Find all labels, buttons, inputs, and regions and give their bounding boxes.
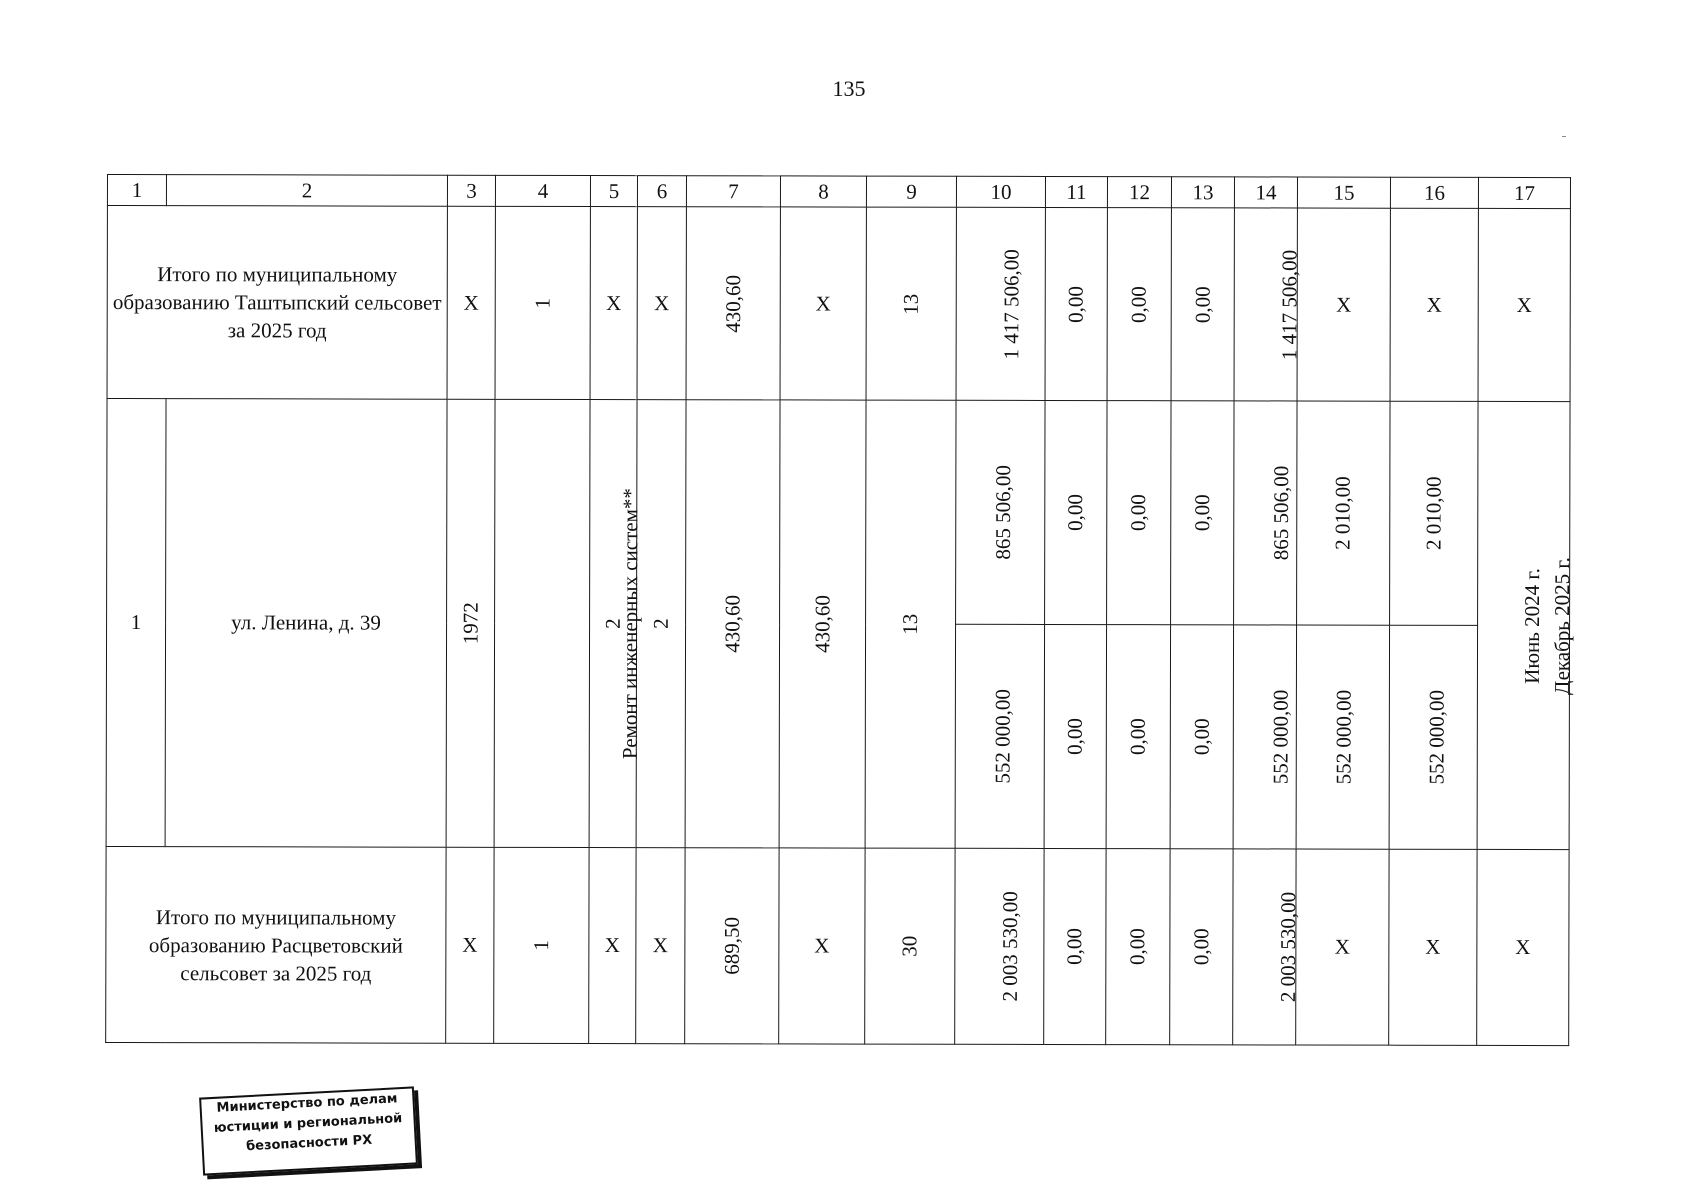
- col-header: 6: [637, 176, 686, 207]
- scan-speck: [1562, 136, 1566, 137]
- cell: Х: [1389, 849, 1477, 1045]
- cell-text: 552 000,00: [990, 689, 1015, 784]
- cell: [494, 399, 643, 847]
- cell: Х: [1296, 849, 1389, 1045]
- cell: [956, 400, 1045, 624]
- cell: [1170, 625, 1233, 849]
- col-header: 5: [590, 176, 637, 207]
- total-row-rastsvet: [106, 846, 1569, 1045]
- cell: Х: [590, 207, 637, 400]
- col-header: 12: [1107, 177, 1171, 208]
- cell-text: 1: [530, 297, 555, 309]
- cell-text: 1972: [458, 602, 483, 645]
- col-header: 11: [1045, 176, 1107, 207]
- cell: [1106, 625, 1170, 849]
- period-start: Июнь 2024 г.: [1519, 567, 1545, 684]
- page-number: 135: [832, 76, 866, 101]
- period-end: Декабрь 2025 г.: [1549, 556, 1575, 695]
- stamp-line: Министерство по делам: [216, 1091, 398, 1116]
- total-label: Итого по муниципальному образованию Таштыпский сельсовет за 2025 год: [107, 206, 447, 400]
- col-header: 2: [166, 175, 447, 207]
- cell: [446, 399, 495, 847]
- cell-text: 2 010,00: [1421, 476, 1446, 551]
- cell-text: 865 506,00: [990, 465, 1016, 560]
- cell-text: 552 000,00: [1424, 690, 1449, 785]
- program-table: [105, 174, 1575, 1046]
- col-header: 17: [1478, 177, 1570, 208]
- cell: Х: [446, 847, 494, 1043]
- cell-text: 2 003 530,00: [997, 891, 1023, 1002]
- cell-text: 0,00: [1063, 285, 1088, 323]
- cell-text: 430,60: [719, 594, 745, 653]
- cell-text: 2 003 530,00: [1275, 891, 1301, 1003]
- col-header: 7: [686, 176, 780, 207]
- col-header: 3: [447, 175, 495, 206]
- cell: [866, 207, 956, 400]
- cell-text: 0,00: [1126, 285, 1151, 323]
- cell-text: 0,00: [1062, 928, 1087, 965]
- cell: [955, 848, 1044, 1044]
- cell: [1233, 625, 1296, 849]
- cell: [686, 207, 780, 400]
- cell: Х: [589, 848, 636, 1044]
- cell-text: 1 417 506,00: [999, 248, 1024, 360]
- stamp-line: юстиции и региональной: [213, 1111, 403, 1136]
- cell-text: 0,00: [1126, 494, 1151, 532]
- cell: [1389, 625, 1477, 849]
- cell-text: 30: [897, 935, 922, 957]
- col-header: 10: [956, 176, 1045, 207]
- cell: Х: [1297, 208, 1390, 401]
- cell: Х: [637, 207, 686, 400]
- col-header: 1: [107, 175, 166, 206]
- cell: [1296, 625, 1389, 849]
- cell-text: 0,00: [1063, 494, 1088, 531]
- cell-text: 0,00: [1125, 928, 1150, 966]
- stamp-line: безопасности РХ: [245, 1132, 373, 1155]
- cell: [1044, 848, 1106, 1044]
- cell: [494, 847, 589, 1043]
- cell: [1106, 849, 1170, 1045]
- cell-text: 552 000,00: [1331, 689, 1356, 785]
- col-header: 4: [495, 175, 590, 206]
- cell: Х: [636, 848, 685, 1044]
- cell: [685, 400, 780, 848]
- cell-text: 865 506,00: [1268, 465, 1294, 561]
- cell-text: 13: [898, 293, 923, 315]
- total-row-tashtyp: [107, 206, 1570, 402]
- cell-text: 0,00: [1062, 718, 1087, 755]
- total-label: Итого по муниципальному образованию Расцветовский сельсовет за 2025 год: [106, 846, 446, 1043]
- col-header: 9: [866, 176, 956, 207]
- cell: [636, 400, 686, 848]
- cell: [1171, 401, 1234, 625]
- col-header: 13: [1171, 177, 1234, 208]
- cell-text: 0,00: [1189, 494, 1214, 532]
- cell: Х: [1478, 208, 1570, 401]
- item-number: 1: [106, 399, 166, 847]
- cell: [1044, 624, 1106, 848]
- cell: [1234, 401, 1297, 625]
- cell-text: Ремонт инженерных систем**: [617, 488, 643, 760]
- work-period: [1477, 401, 1575, 849]
- col-header: 8: [780, 176, 866, 207]
- cell: Х: [779, 848, 865, 1044]
- cell-text: 689,50: [719, 916, 744, 975]
- cell-text: 13: [898, 613, 923, 635]
- cell: [865, 848, 955, 1044]
- cell-text: 0,00: [1188, 928, 1213, 966]
- cell-text: 0,00: [1190, 285, 1215, 323]
- item-row-part-a: [107, 399, 1570, 626]
- cell-text: 552 000,00: [1268, 689, 1293, 785]
- cell: [495, 206, 590, 399]
- cell: [1170, 849, 1233, 1045]
- ministry-stamp: [199, 1086, 418, 1175]
- cell-text: 2: [600, 618, 625, 629]
- cell: Х: [1477, 849, 1569, 1045]
- cell: Х: [1390, 208, 1478, 401]
- item-address: ул. Ленина, д. 39: [165, 399, 447, 848]
- cell-text: 2 010,00: [1330, 476, 1355, 550]
- cell: [1045, 207, 1107, 400]
- cell-text: 1 417 506,00: [1277, 249, 1302, 360]
- cell: [1107, 401, 1171, 625]
- cell: [1171, 208, 1234, 401]
- cell: [955, 624, 1044, 848]
- column-number-row: [107, 175, 1570, 209]
- cell-text: 430,60: [720, 274, 745, 333]
- cell-text: 0,00: [1125, 718, 1150, 756]
- cell-text: 430,60: [809, 595, 835, 653]
- cell: [1107, 208, 1171, 401]
- cell: [779, 400, 866, 848]
- col-header: 16: [1390, 177, 1478, 208]
- cell: [956, 207, 1045, 400]
- cell: [1233, 849, 1301, 1045]
- cell-text: 2: [648, 618, 673, 629]
- col-header: 14: [1234, 177, 1297, 208]
- cell: [1045, 400, 1107, 624]
- cell: Х: [780, 207, 866, 400]
- cell: [1297, 401, 1390, 625]
- cell: [685, 848, 779, 1044]
- col-header: 15: [1297, 177, 1390, 208]
- cell-text: 0,00: [1189, 718, 1214, 756]
- cell: [1390, 401, 1478, 625]
- cell: [1234, 208, 1302, 401]
- cell: [865, 400, 956, 848]
- cell-text: 1: [528, 940, 553, 951]
- work-period-text: [1517, 557, 1577, 695]
- cell: Х: [447, 206, 495, 399]
